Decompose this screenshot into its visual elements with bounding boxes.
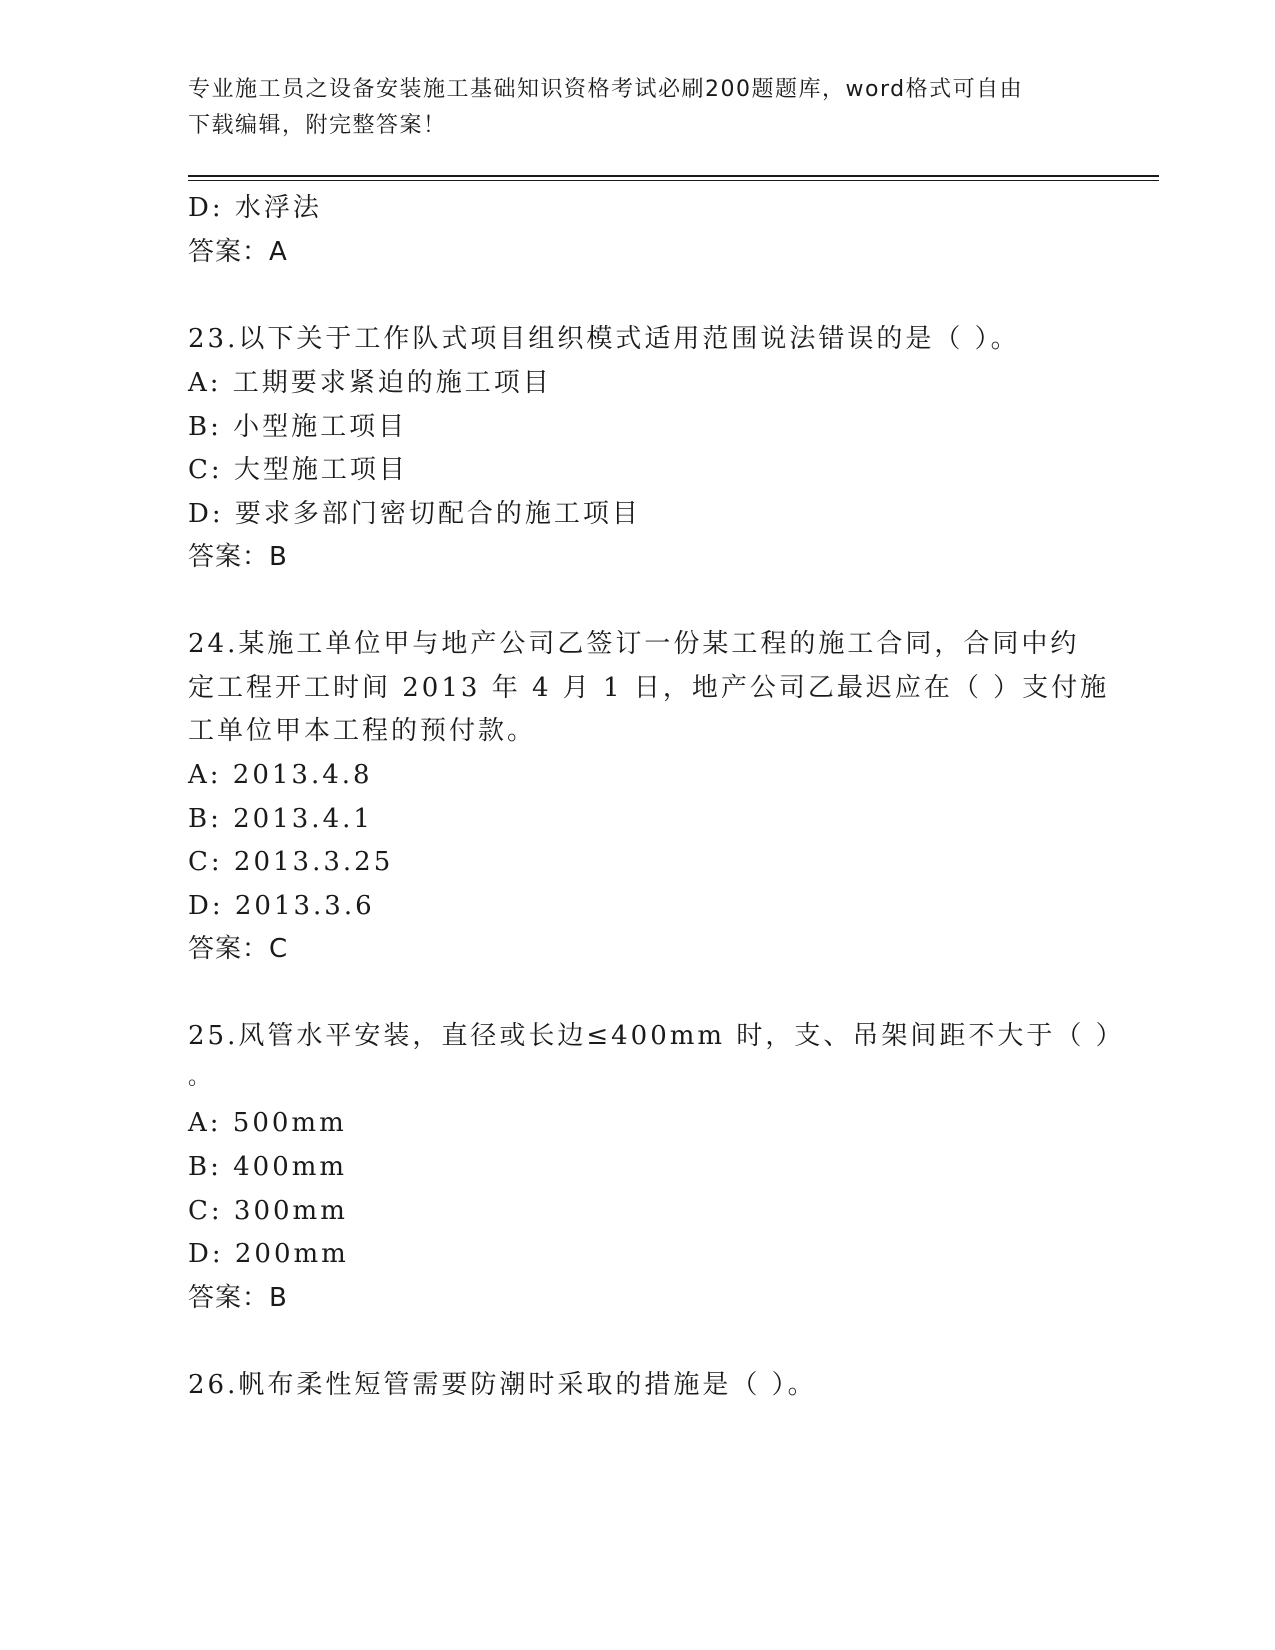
question-25-stem-line-2: 。 (188, 1065, 214, 1090)
header-divider-thick (188, 175, 1159, 177)
question-23-stem: 23.以下关于工作队式项目组织模式适用范围说法错误的是（ ）。 (188, 324, 1020, 354)
q23-option-a: A: 工期要求紧迫的施工项目 (188, 368, 552, 398)
q24-option-a: A: 2013.4.8 (188, 760, 373, 790)
question-24-stem-line-1: 24.某施工单位甲与地产公司乙签订一份某工程的施工合同，合同中约 (188, 629, 1080, 659)
q23-answer: 答案：B (188, 542, 288, 572)
q25-option-c: C: 300mm (188, 1196, 348, 1226)
answer-label: 答案：A (188, 237, 288, 267)
question-25-stem-line-1: 25.风管水平安装，直径或长边≤400mm 时，支、吊架间距不大于（ ） (188, 1021, 1125, 1051)
q24-option-c: C: 2013.3.25 (188, 847, 394, 877)
q25-answer: 答案：B (188, 1283, 288, 1313)
question-26-stem: 26.帆布柔性短管需要防潮时采取的措施是（ ）。 (188, 1370, 817, 1400)
question-24-stem-line-3: 工单位甲本工程的预付款。 (188, 716, 537, 746)
q23-option-b: B: 小型施工项目 (188, 412, 408, 442)
q23-option-d: D: 要求多部门密切配合的施工项目 (188, 499, 641, 529)
question-24-stem-line-2: 定工程开工时间 2013 年 4 月 1 日，地产公司乙最迟应在（ ）支付施 (188, 673, 1110, 703)
q25-option-a: A: 500mm (188, 1108, 347, 1138)
header-line-1: 专业施工员之设备安装施工基础知识资格考试必刷200题题库，word格式可自由 (188, 77, 1024, 102)
q25-option-b: B: 400mm (188, 1152, 348, 1182)
option-d: D: 水浮法 (188, 193, 322, 223)
header-divider-thin (188, 180, 1159, 181)
document-header (188, 72, 1068, 144)
header-line-2: 下载编辑，附完整答案！ (188, 113, 447, 138)
q24-option-d: D: 2013.3.6 (188, 891, 375, 921)
q25-option-d: D: 200mm (188, 1239, 349, 1269)
q24-option-b: B: 2013.4.1 (188, 804, 373, 834)
q23-option-c: C: 大型施工项目 (188, 455, 408, 485)
q24-answer: 答案：C (188, 934, 289, 964)
